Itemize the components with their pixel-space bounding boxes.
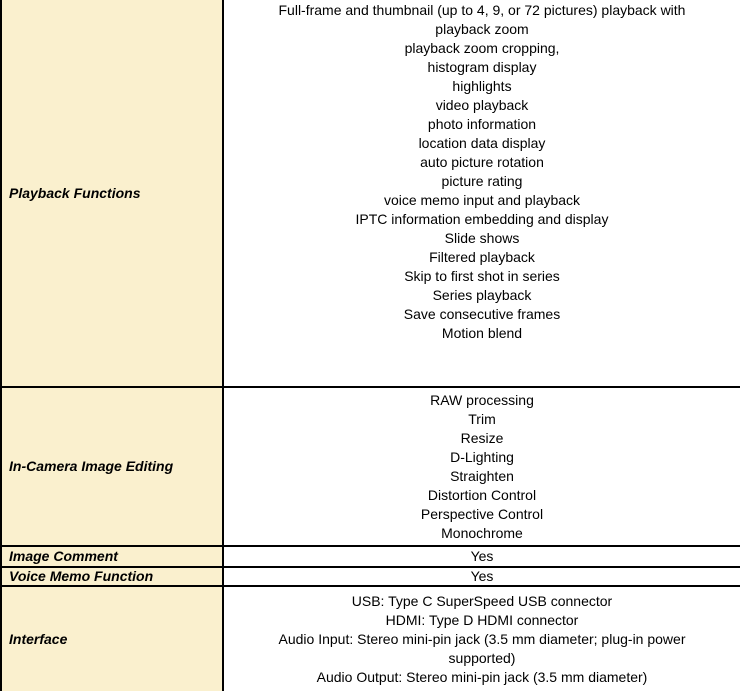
row-label-cell xyxy=(0,388,224,545)
spec-line: USB: Type C SuperSpeed USB connector xyxy=(351,592,613,609)
spec-line: Save consecutive frames xyxy=(403,306,561,322)
spec-line: picture rating xyxy=(441,173,523,189)
row-label-cell xyxy=(0,568,224,585)
table-row-in-camera-image-editing xyxy=(0,388,740,547)
spec-line: Yes xyxy=(470,568,494,584)
spec-line: Resize xyxy=(460,429,504,446)
spec-line: photo information xyxy=(427,116,537,132)
spec-line: Audio Input: Stereo mini-pin jack (3.5 mm diameter; plug-in power xyxy=(278,630,686,647)
spec-line: HDMI: Type D HDMI connector xyxy=(385,611,579,628)
spec-line: IPTC information embedding and display xyxy=(355,211,609,227)
spec-line: Perspective Control xyxy=(420,505,544,522)
spec-line: Slide shows xyxy=(444,230,520,246)
table-row-image-comment xyxy=(0,547,740,568)
spec-line: Filtered playback xyxy=(429,249,535,265)
row-label: Voice Memo Function xyxy=(9,568,154,584)
row-value-cell xyxy=(224,0,740,386)
spec-line: Full-frame and thumbnail (up to 4, 9, or 72 pictures) playback with xyxy=(278,2,686,18)
spec-line: Distortion Control xyxy=(427,486,537,503)
spec-line: Trim xyxy=(468,410,496,427)
row-label: In-Camera Image Editing xyxy=(9,458,174,474)
row-value-cell xyxy=(224,388,740,545)
spec-line: voice memo input and playback xyxy=(383,192,581,208)
spec-line: histogram display xyxy=(427,59,537,75)
spec-line: Skip to first shot in series xyxy=(404,268,560,284)
row-label-cell xyxy=(0,547,224,566)
row-label-cell xyxy=(0,587,224,691)
spec-line: supported) xyxy=(448,649,516,666)
spec-line: playback zoom cropping, xyxy=(404,40,560,56)
row-label: Interface xyxy=(9,630,68,647)
spec-line: auto picture rotation xyxy=(420,154,544,170)
spec-line: Yes xyxy=(470,548,494,564)
table-row-voice-memo-function xyxy=(0,568,740,587)
spec-line: Straighten xyxy=(450,467,514,484)
row-label: Image Comment xyxy=(9,548,118,564)
row-value-cell xyxy=(224,568,740,585)
spec-line: Series playback xyxy=(432,287,532,303)
spec-line: video playback xyxy=(435,97,529,113)
spec-line: highlights xyxy=(452,78,512,94)
spec-line: RAW processing xyxy=(430,391,534,408)
row-label-cell xyxy=(0,0,224,386)
row-label: Playback Functions xyxy=(9,184,141,201)
spec-line: Monochrome xyxy=(441,524,523,541)
spec-line: Motion blend xyxy=(441,325,523,341)
spec-line: playback zoom xyxy=(435,21,529,37)
table-row-interface xyxy=(0,587,740,691)
row-value-cell xyxy=(224,587,740,691)
spec-line: Audio Output: Stereo mini-pin jack (3.5 mm diameter) xyxy=(316,668,648,685)
spec-line: D-Lighting xyxy=(450,448,514,465)
spec-line: location data display xyxy=(418,135,546,151)
row-value-cell xyxy=(224,547,740,566)
